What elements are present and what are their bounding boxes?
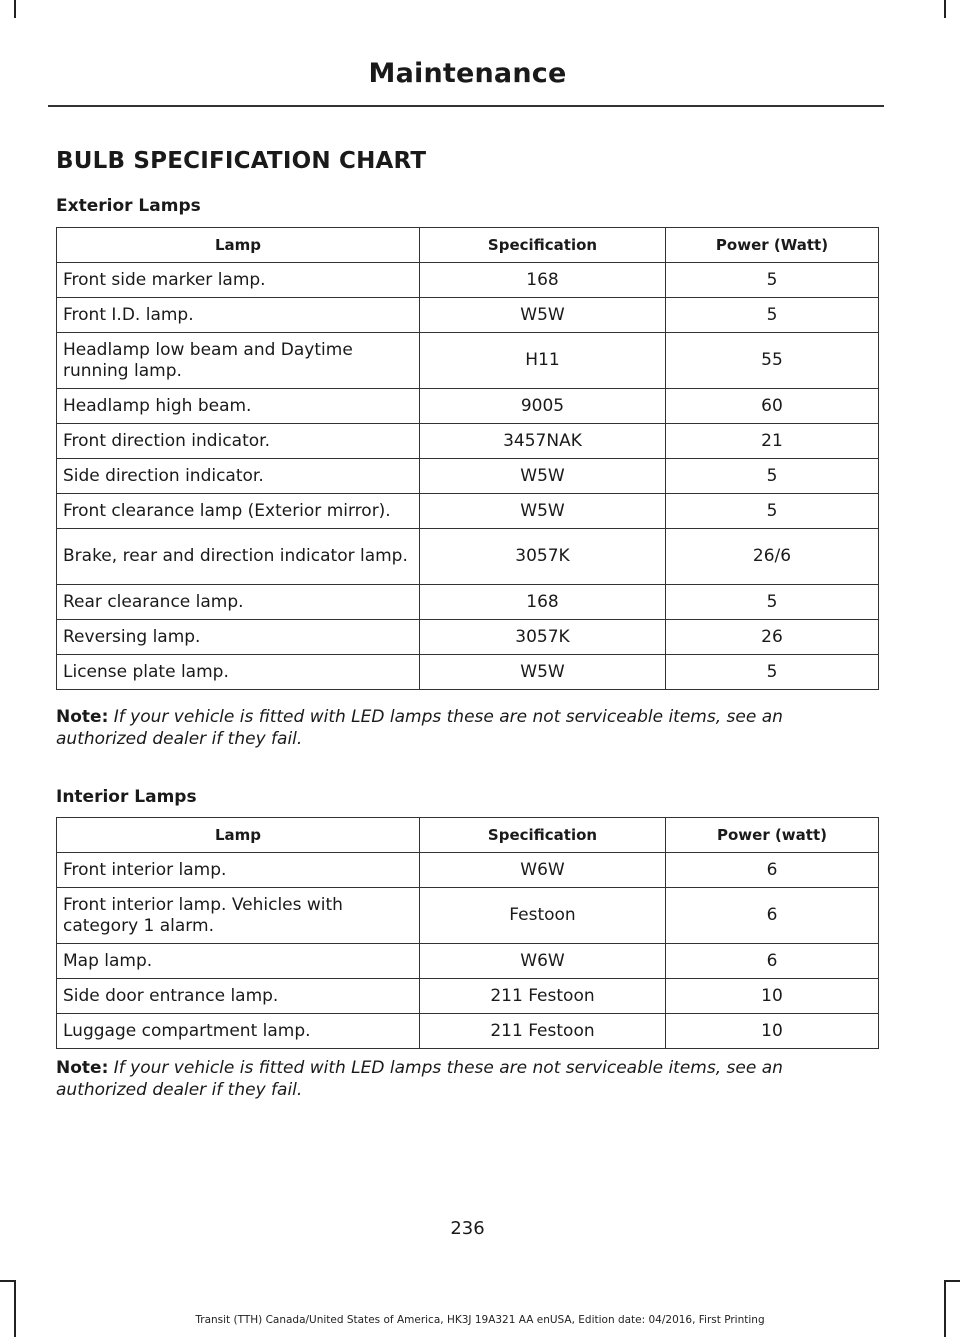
note-label: Note: bbox=[56, 1058, 109, 1078]
table-row bbox=[57, 459, 879, 494]
table-row bbox=[57, 424, 879, 459]
power-cell: 26 bbox=[666, 620, 879, 655]
table-row bbox=[57, 494, 879, 529]
lamp-cell: Front clearance lamp (Exterior mirror). bbox=[57, 494, 420, 529]
lamp-cell: Front I.D. lamp. bbox=[57, 298, 420, 333]
specification-cell: 211 Festoon bbox=[420, 979, 666, 1014]
column-header-specification: Specification bbox=[420, 228, 666, 263]
specification-cell: 3057K bbox=[420, 620, 666, 655]
power-cell: 6 bbox=[666, 853, 879, 888]
power-cell: 55 bbox=[666, 333, 879, 389]
lamp-cell: Front direction indicator. bbox=[57, 424, 420, 459]
lamp-cell: License plate lamp. bbox=[57, 655, 420, 690]
crop-mark-bottom-right-h bbox=[944, 1280, 960, 1282]
note-text: If your vehicle is fitted with LED lamps these are not serviceable items, see an authorized dealer if they fail. bbox=[56, 707, 783, 749]
power-cell: 21 bbox=[666, 424, 879, 459]
crop-mark-bottom-left-h bbox=[0, 1280, 16, 1282]
power-cell: 5 bbox=[666, 655, 879, 690]
power-cell: 5 bbox=[666, 263, 879, 298]
specification-cell: W6W bbox=[420, 944, 666, 979]
specification-cell: 168 bbox=[420, 263, 666, 298]
lamp-cell: Headlamp low beam and Daytime running lamp. bbox=[57, 333, 420, 389]
power-cell: 5 bbox=[666, 459, 879, 494]
table-header-row bbox=[57, 818, 879, 853]
lamp-cell: Brake, rear and direction indicator lamp. bbox=[57, 529, 420, 585]
power-cell: 10 bbox=[666, 979, 879, 1014]
table-row bbox=[57, 298, 879, 333]
power-cell: 5 bbox=[666, 298, 879, 333]
specification-cell: 211 Festoon bbox=[420, 1014, 666, 1049]
table-row bbox=[57, 529, 879, 585]
table-row bbox=[57, 853, 879, 888]
table-row bbox=[57, 585, 879, 620]
page-footer: Transit (TTH) Canada/United States of America, HK3J 19A321 AA enUSA, Edition date: 04/2016, First Printing bbox=[195, 1314, 765, 1326]
interior-lamps-table bbox=[56, 817, 879, 1049]
interior-lamps-title: Interior Lamps bbox=[56, 787, 197, 807]
lamp-cell: Front interior lamp. Vehicles with category 1 alarm. bbox=[57, 888, 420, 944]
specification-cell: W5W bbox=[420, 655, 666, 690]
lamp-cell: Front interior lamp. bbox=[57, 853, 420, 888]
column-header-specification: Specification bbox=[420, 818, 666, 853]
power-cell: 60 bbox=[666, 389, 879, 424]
column-header-lamp: Lamp bbox=[57, 818, 420, 853]
power-cell: 5 bbox=[666, 585, 879, 620]
table-row bbox=[57, 620, 879, 655]
table-row bbox=[57, 263, 879, 298]
specification-cell: 3457NAK bbox=[420, 424, 666, 459]
power-cell: 10 bbox=[666, 1014, 879, 1049]
lamp-cell: Rear clearance lamp. bbox=[57, 585, 420, 620]
column-header-lamp: Lamp bbox=[57, 228, 420, 263]
power-cell: 26/6 bbox=[666, 529, 879, 585]
specification-cell: 168 bbox=[420, 585, 666, 620]
lamp-cell: Reversing lamp. bbox=[57, 620, 420, 655]
specification-cell: W5W bbox=[420, 298, 666, 333]
power-cell: 6 bbox=[666, 888, 879, 944]
column-header-power: Power (Watt) bbox=[666, 228, 879, 263]
table-row bbox=[57, 389, 879, 424]
power-cell: 5 bbox=[666, 494, 879, 529]
power-cell: 6 bbox=[666, 944, 879, 979]
specification-cell: 9005 bbox=[420, 389, 666, 424]
specification-cell: Festoon bbox=[420, 888, 666, 944]
exterior-lamps-title: Exterior Lamps bbox=[56, 196, 201, 216]
specification-cell: W6W bbox=[420, 853, 666, 888]
table-row bbox=[57, 1014, 879, 1049]
specification-cell: W5W bbox=[420, 494, 666, 529]
lamp-cell: Headlamp high beam. bbox=[57, 389, 420, 424]
lamp-cell: Luggage compartment lamp. bbox=[57, 1014, 420, 1049]
page-number: 236 bbox=[450, 1218, 485, 1239]
table-row bbox=[57, 888, 879, 944]
crop-mark-bottom-left bbox=[14, 1282, 16, 1337]
exterior-note bbox=[56, 706, 856, 750]
crop-mark-top-left bbox=[14, 0, 16, 18]
specification-cell: W5W bbox=[420, 459, 666, 494]
section-title: BULB SPECIFICATION CHART bbox=[56, 148, 427, 174]
lamp-cell: Map lamp. bbox=[57, 944, 420, 979]
lamp-cell: Front side marker lamp. bbox=[57, 263, 420, 298]
column-header-power: Power (watt) bbox=[666, 818, 879, 853]
interior-note bbox=[56, 1057, 856, 1101]
table-header-row bbox=[57, 228, 879, 263]
note-label: Note: bbox=[56, 707, 109, 727]
exterior-lamps-table bbox=[56, 227, 879, 690]
crop-mark-top-right bbox=[944, 0, 946, 18]
table-row bbox=[57, 655, 879, 690]
lamp-cell: Side door entrance lamp. bbox=[57, 979, 420, 1014]
lamp-cell: Side direction indicator. bbox=[57, 459, 420, 494]
crop-mark-bottom-right bbox=[944, 1282, 946, 1337]
table-row bbox=[57, 944, 879, 979]
note-text: If your vehicle is fitted with LED lamps these are not serviceable items, see an authorized dealer if they fail. bbox=[56, 1058, 783, 1100]
header-divider bbox=[48, 105, 884, 107]
page-header-title: Maintenance bbox=[368, 58, 567, 89]
table-row bbox=[57, 333, 879, 389]
specification-cell: H11 bbox=[420, 333, 666, 389]
specification-cell: 3057K bbox=[420, 529, 666, 585]
table-row bbox=[57, 979, 879, 1014]
